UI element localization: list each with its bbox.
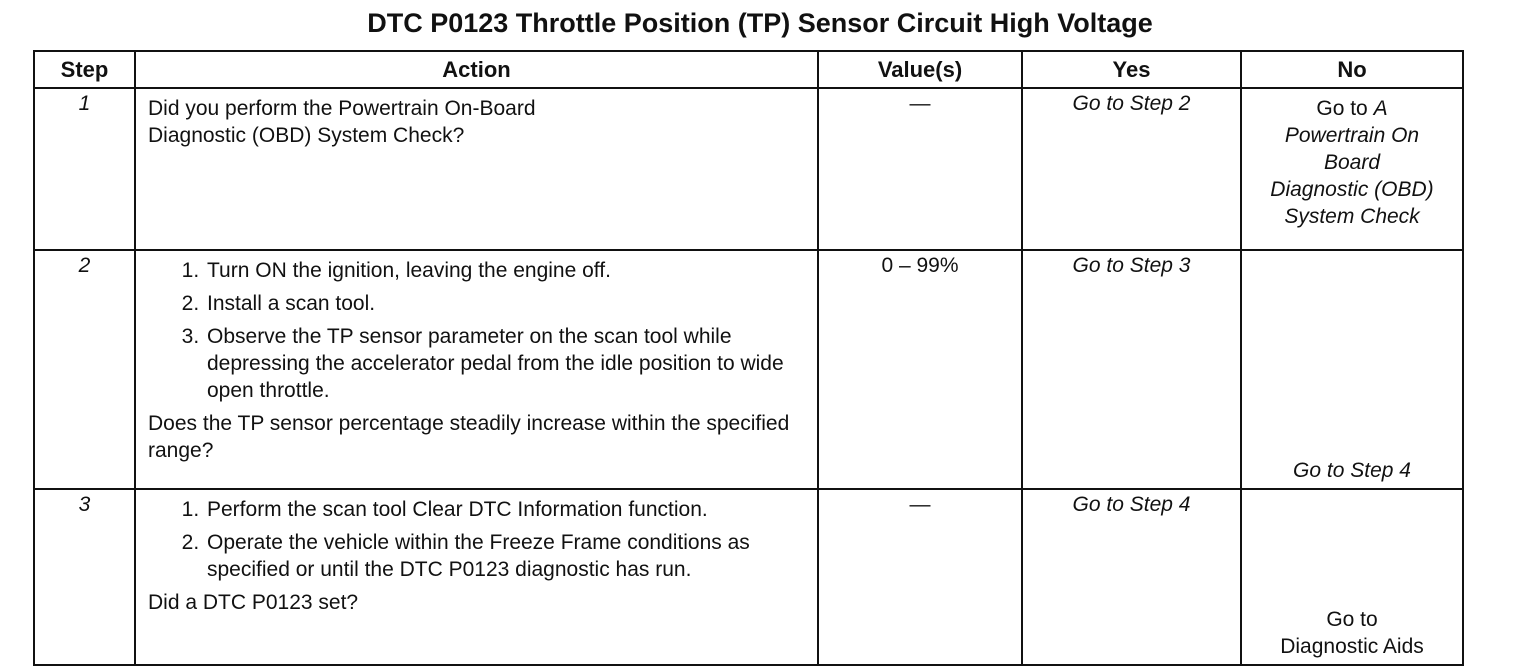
page-title: DTC P0123 Throttle Position (TP) Sensor Circuit High Voltage — [367, 8, 1153, 38]
action-step: 1. Perform the scan tool Clear DTC Information function. — [205, 496, 805, 523]
yes-link[interactable]: Go to Step 3 — [1022, 250, 1241, 489]
action-question: Does the TP sensor percentage steadily increase within the specified range? — [148, 412, 790, 462]
no-link[interactable] — [1241, 88, 1463, 250]
action-steps-list — [148, 257, 805, 404]
value-cell: — — [818, 489, 1022, 665]
action-step: 2. Install a scan tool. — [205, 290, 805, 317]
value-cell: — — [818, 88, 1022, 250]
action-question-line: Diagnostic (OBD) System Check? — [148, 124, 465, 147]
step-number: 1 — [34, 88, 135, 250]
header-values: Value(s) — [818, 51, 1022, 88]
no-link-text: Powertrain On — [1284, 124, 1420, 147]
table-row — [34, 88, 1463, 250]
no-link[interactable]: Go to Step 4 — [1241, 250, 1463, 489]
no-link-text: Diagnostic (OBD) — [1270, 178, 1434, 201]
header-step: Step — [34, 51, 135, 88]
table-row — [34, 489, 1463, 665]
step-number: 3 — [34, 489, 135, 665]
yes-link[interactable]: Go to Step 2 — [1022, 88, 1241, 250]
value-cell: 0 – 99% — [818, 250, 1022, 489]
no-link-text: Go to — [1326, 608, 1378, 631]
no-link[interactable] — [1241, 489, 1463, 665]
action-question-line: Did you perform the Powertrain On-Board — [148, 97, 536, 120]
action-question: Did a DTC P0123 set? — [148, 591, 359, 614]
no-link-text: Board — [1323, 151, 1381, 174]
action-step: 1. Turn ON the ignition, leaving the engine off. — [205, 257, 805, 284]
action-cell — [135, 88, 818, 250]
header-no: No — [1241, 51, 1463, 88]
no-link-prefix: Go to — [1316, 97, 1368, 120]
table-row — [34, 250, 1463, 489]
no-link-text: A — [1373, 97, 1388, 120]
header-yes: Yes — [1022, 51, 1241, 88]
action-cell — [135, 489, 818, 665]
no-link-text: System Check — [1284, 205, 1420, 228]
step-number: 2 — [34, 250, 135, 489]
action-step: 2. Operate the vehicle within the Freeze Frame conditions as specified or until the DTC P0123 diagnostic has run. — [205, 529, 805, 583]
no-link-text: Diagnostic Aids — [1280, 635, 1424, 658]
action-steps-list — [148, 496, 805, 583]
header-action: Action — [135, 51, 818, 88]
yes-link[interactable]: Go to Step 4 — [1022, 489, 1241, 665]
diagnostic-table — [33, 50, 1464, 666]
action-cell — [135, 250, 818, 489]
action-step: 3. Observe the TP sensor parameter on the scan tool while depressing the accelerator pedal from the idle position to wide open throttle. — [205, 323, 805, 404]
table-header-row — [34, 51, 1463, 88]
